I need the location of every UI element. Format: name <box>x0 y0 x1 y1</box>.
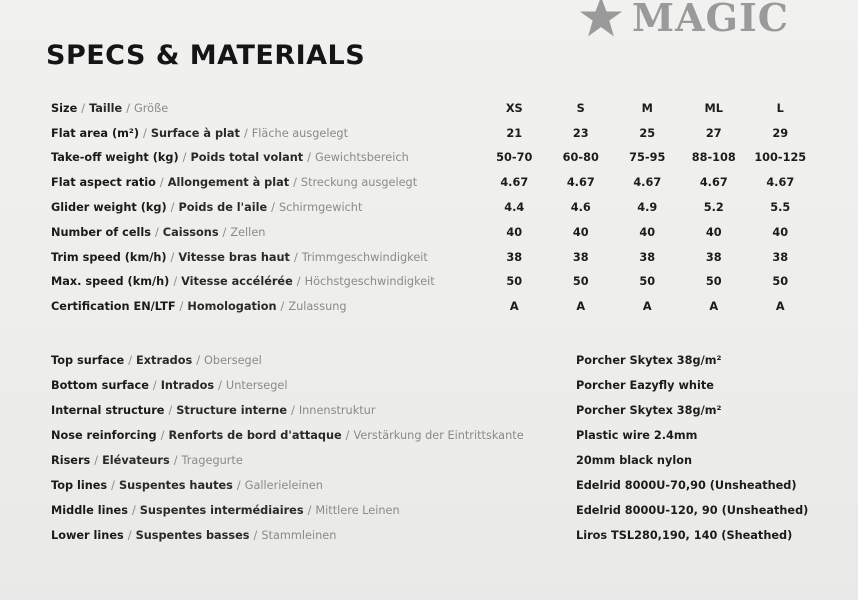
specs-row <box>51 270 814 295</box>
label-en: Size <box>51 101 78 115</box>
spec-value: 50 <box>506 275 523 289</box>
specs-table <box>51 96 814 319</box>
label-en: Top surface <box>51 354 125 367</box>
materials-row <box>51 473 808 498</box>
label-fr: Poids total volant <box>190 151 304 165</box>
specs-row <box>51 170 814 195</box>
label-en: Internal structure <box>51 404 165 417</box>
size-header: ML <box>704 101 723 115</box>
star-icon <box>578 0 624 40</box>
spec-label: Flat aspect ratio / Allongement à plat / Streckung ausgelegt <box>51 176 418 190</box>
label-de: Stammleinen <box>261 529 337 542</box>
size-header: S <box>576 101 585 115</box>
spec-value: 75-95 <box>629 151 666 165</box>
label-de: Höchstgeschwindigkeit <box>304 275 435 289</box>
spec-value: 38 <box>639 250 656 264</box>
page-title: SPECS & MATERIALS <box>46 40 366 71</box>
spec-value: A <box>709 300 719 314</box>
material-value: Plastic wire 2.4mm <box>576 429 698 442</box>
label-en: Max. speed (km/h) <box>51 275 170 289</box>
material-label: Lower lines / Suspentes basses / Stammleinen <box>51 529 337 542</box>
materials-row <box>51 523 808 548</box>
label-de: Trimmgeschwindigkeit <box>301 250 428 264</box>
label-fr: Suspentes hautes <box>118 479 233 492</box>
specs-header-label: Size / Taille / Größe <box>51 101 169 115</box>
spec-label: Max. speed (km/h) / Vitesse accélérée / Höchstgeschwindigkeit <box>51 275 435 289</box>
label-de: Streckung ausgelegt <box>300 176 418 190</box>
material-value: 20mm black nylon <box>576 454 693 467</box>
specs-row <box>51 146 814 171</box>
materials-row <box>51 398 808 423</box>
specs-header-row <box>51 96 814 121</box>
material-value: Liros TSL280,190, 140 (Sheathed) <box>576 529 793 542</box>
size-header: XS <box>505 101 523 115</box>
material-label: Bottom surface / Intrados / Untersegel <box>51 379 288 392</box>
spec-value: 4.67 <box>699 176 728 190</box>
label-fr: Elévateurs <box>102 454 170 467</box>
size-header: M <box>641 101 653 115</box>
spec-value: 4.67 <box>766 176 795 190</box>
spec-value: 88-108 <box>691 151 736 165</box>
specs-row <box>51 195 814 220</box>
label-de: Gallerieleinen <box>244 479 323 492</box>
spec-value: 23 <box>572 126 589 140</box>
spec-label: Certification EN/LTF / Homologation / Zulassung <box>51 300 347 314</box>
material-value: Edelrid 8000U-70,90 (Unsheathed) <box>576 479 797 492</box>
label-en: Number of cells <box>51 225 151 239</box>
materials-table <box>51 348 808 548</box>
material-label: Nose reinforcing / Renforts de bord d'attaque / Verstärkung der Eintrittskante <box>51 429 524 442</box>
spec-value: 38 <box>506 250 523 264</box>
spec-value: 5.5 <box>770 201 791 215</box>
label-fr: Structure interne <box>176 404 287 417</box>
label-en: Trim speed (km/h) <box>51 250 167 264</box>
spec-value: 40 <box>772 225 789 239</box>
label-fr: Allongement à plat <box>167 176 290 190</box>
spec-value: 5.2 <box>703 201 724 215</box>
label-fr: Vitesse bras haut <box>178 250 290 264</box>
material-value: Porcher Skytex 38g/m² <box>576 354 722 367</box>
spec-value: 38 <box>572 250 589 264</box>
spec-value: 4.6 <box>570 201 591 215</box>
label-fr: Taille <box>89 101 123 115</box>
spec-value: 40 <box>506 225 523 239</box>
label-en: Top lines <box>51 479 108 492</box>
spec-value: 50-70 <box>496 151 533 165</box>
label-en: Flat aspect ratio <box>51 176 156 190</box>
materials-row <box>51 448 808 473</box>
spec-value: 4.67 <box>500 176 529 190</box>
label-de: Größe <box>134 101 169 115</box>
spec-value: 27 <box>705 126 722 140</box>
spec-value: 40 <box>639 225 656 239</box>
label-en: Middle lines <box>51 504 128 517</box>
size-header: L <box>776 101 784 115</box>
spec-value: 4.9 <box>637 201 658 215</box>
spec-value: A <box>642 300 652 314</box>
label-en: Bottom surface <box>51 379 149 392</box>
material-value: Porcher Eazyfly white <box>576 379 714 392</box>
spec-label: Take-off weight (kg) / Poids total volant / Gewichtsbereich <box>51 151 409 165</box>
label-fr: Intrados <box>160 379 215 392</box>
material-label: Internal structure / Structure interne / Innenstruktur <box>51 404 376 417</box>
label-fr: Suspentes intermédiaires <box>139 504 304 517</box>
label-en: Take-off weight (kg) <box>51 151 179 165</box>
label-fr: Homologation <box>187 300 277 314</box>
spec-value: 100-125 <box>754 151 807 165</box>
spec-label: Number of cells / Caissons / Zellen <box>51 225 266 239</box>
label-de: Untersegel <box>225 379 288 392</box>
label-de: Mittlere Leinen <box>315 504 400 517</box>
spec-value: 29 <box>772 126 789 140</box>
label-en: Nose reinforcing <box>51 429 157 442</box>
label-en: Glider weight (kg) <box>51 201 167 215</box>
specs-row <box>51 245 814 270</box>
label-en: Lower lines <box>51 529 124 542</box>
label-fr: Extrados <box>136 354 193 367</box>
label-de: Innenstruktur <box>298 404 376 417</box>
spec-value: A <box>509 300 519 314</box>
spec-value: 40 <box>705 225 722 239</box>
spec-value: 25 <box>639 126 656 140</box>
spec-value: A <box>775 300 785 314</box>
label-fr: Poids de l'aile <box>178 201 268 215</box>
spec-value: 4.67 <box>566 176 595 190</box>
label-de: Gewichtsbereich <box>314 151 409 165</box>
brand-logo <box>578 0 789 42</box>
spec-value: 50 <box>772 275 789 289</box>
materials-row <box>51 348 808 373</box>
label-de: Tragegurte <box>181 454 243 467</box>
material-label: Middle lines / Suspentes intermédiaires / Mittlere Leinen <box>51 504 400 517</box>
label-en: Flat area (m²) <box>51 126 140 140</box>
material-value: Edelrid 8000U-120, 90 (Unsheathed) <box>576 504 809 517</box>
spec-label: Glider weight (kg) / Poids de l'aile / Schirmgewicht <box>51 201 363 215</box>
spec-value: A <box>576 300 586 314</box>
spec-value: 50 <box>572 275 589 289</box>
material-value: Porcher Skytex 38g/m² <box>576 404 722 417</box>
label-de: Schirmgewicht <box>278 201 363 215</box>
spec-value: 38 <box>772 250 789 264</box>
label-fr: Vitesse accélérée <box>181 275 293 289</box>
brand-name: MAGIC <box>632 0 790 40</box>
label-fr: Surface à plat <box>150 126 240 140</box>
material-label: Risers / Elévateurs / Tragegurte <box>51 454 243 467</box>
label-de: Obersegel <box>204 354 262 367</box>
spec-value: 38 <box>705 250 722 264</box>
spec-value: 21 <box>506 126 523 140</box>
specs-row <box>51 294 814 319</box>
spec-value: 50 <box>639 275 656 289</box>
spec-label: Trim speed (km/h) / Vitesse bras haut / Trimmgeschwindigkeit <box>51 250 428 264</box>
specs-row <box>51 220 814 245</box>
label-de: Zulassung <box>288 300 347 314</box>
materials-row <box>51 373 808 398</box>
label-de: Zellen <box>230 225 266 239</box>
materials-row <box>51 498 808 523</box>
spec-value: 40 <box>572 225 589 239</box>
materials-row <box>51 423 808 448</box>
label-en: Risers <box>51 454 91 467</box>
label-fr: Suspentes basses <box>135 529 250 542</box>
label-en: Certification EN/LTF <box>51 300 176 314</box>
spec-value: 60-80 <box>562 151 599 165</box>
spec-value: 4.4 <box>504 201 525 215</box>
material-label: Top lines / Suspentes hautes / Gallerieleinen <box>51 479 323 492</box>
label-fr: Renforts de bord d'attaque <box>168 429 342 442</box>
label-de: Verstärkung der Eintrittskante <box>353 429 524 442</box>
spec-value: 50 <box>705 275 722 289</box>
specs-row <box>51 121 814 146</box>
label-fr: Caissons <box>162 225 219 239</box>
label-de: Fläche ausgelegt <box>251 126 349 140</box>
spec-value: 4.67 <box>633 176 662 190</box>
material-label: Top surface / Extrados / Obersegel <box>51 354 262 367</box>
spec-label: Flat area (m²) / Surface à plat / Fläche ausgelegt <box>51 126 349 140</box>
